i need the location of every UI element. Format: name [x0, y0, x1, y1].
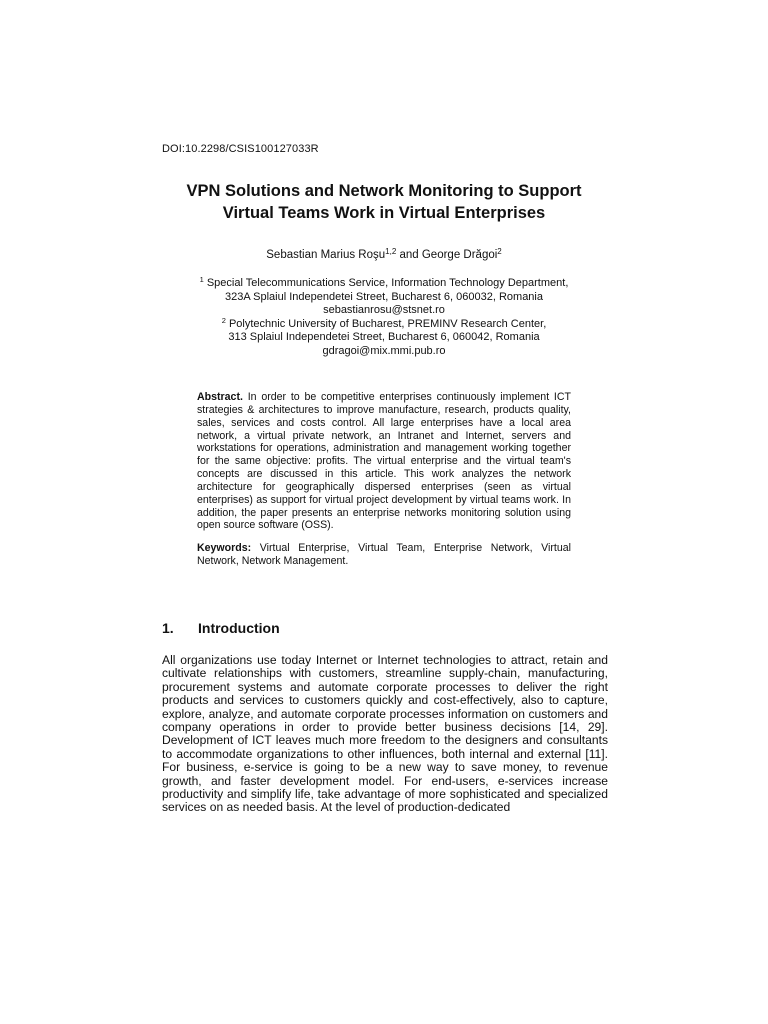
author-conjunction: and: [396, 249, 422, 261]
abstract-label: Abstract.: [197, 391, 243, 403]
section-title: Introduction: [198, 620, 280, 636]
affiliation-2-mark: 2: [221, 315, 226, 325]
affiliation-2-email: gdragoi@mix.mmi.pub.ro: [322, 344, 446, 357]
author-1-affiliation-mark: 1,2: [385, 247, 397, 256]
author-2-affiliation-mark: 2: [497, 247, 502, 256]
abstract: [197, 391, 571, 532]
title-line-2: Virtual Teams Work in Virtual Enterprises: [222, 204, 546, 222]
affiliation-1-line-2: 323A Splaiul Independetei Street, Bucharest 6, 060032, Romania: [224, 290, 543, 303]
affiliation-1-line-1: $^1$ Special Telecommunications Service, Information Technology Department,: [199, 275, 569, 289]
keywords-text: Virtual Enterprise, Virtual Team, Enterprise Network, Virtual Network, Network Management.: [197, 542, 571, 568]
introduction-paragraph: All organizations use today Internet or Internet technologies to attract, retain and cultivate relationships with customers, streamline supply-chain, manufacturing, procurement systems and automate corporate processes to deliver the right products and services to customers quickly and cost-effectively, also to capture, explore, analyze, and automate corporate processes information on customers and company operations in order to provide better business decisions [14, 29]. Development of ICT leaves much more freedom to the designers and consultants to accommodate organizations to other influences, both internal and external [11]. For business, e-service is going to be a new way to save money, to revenue growth, and faster development model. For end-users, e-services increase productivity and simplify life, take advantage of more sophisticated and specialized services on as needed basis. At the level of production-dedicated: [162, 653, 608, 815]
section-heading-introduction: [162, 620, 280, 636]
title-line-1: VPN Solutions and Network Monitoring to Support: [186, 182, 582, 200]
affiliation-1-mark: 1: [199, 275, 204, 284]
doi-identifier: DOI:10.2298/CSIS100127033R: [162, 143, 319, 155]
introduction-body: [162, 654, 608, 815]
abstract-text: In order to be competitive enterprises continuously implement ICT strategies & architectures to improve manufacture, research, products quality, sales, services and costs control. All large enterprises have a local area network, a virtual private network, an Intranet and Internet, servers and workstations for operations, administration and management working together for the same objective: profits. The virtual enterprise and the virtual team's concepts are discussed in this article. This work analyzes the network architecture for geographically dispersed enterprises (seen as virtual enterprises) as support for virtual project development by virtual teams work. In addition, the paper presents an enterprise networks monitoring solution using open source software (OSS).: [197, 391, 571, 532]
keywords: [197, 542, 571, 568]
author-1: Sebastian Marius Roşu: [266, 249, 386, 261]
affiliations: [120, 277, 648, 359]
paper-title: [100, 180, 668, 224]
affiliation-2-line-2: 313 Splaiul Independetei Street, Bucharest 6, 060042, Romania: [228, 331, 540, 344]
section-number: 1.: [162, 620, 174, 636]
author-2: George Drăgoi: [421, 249, 498, 261]
affiliation-1-email: sebastianrosu@stsnet.ro: [323, 304, 445, 317]
author-list: [100, 249, 668, 261]
affiliation-2-line-1: $^2$ Polytechnic University of Bucharest, PREMINV Research Center,: [221, 315, 547, 330]
abstract-block: [197, 391, 571, 568]
keywords-label: Keywords:: [197, 542, 252, 555]
